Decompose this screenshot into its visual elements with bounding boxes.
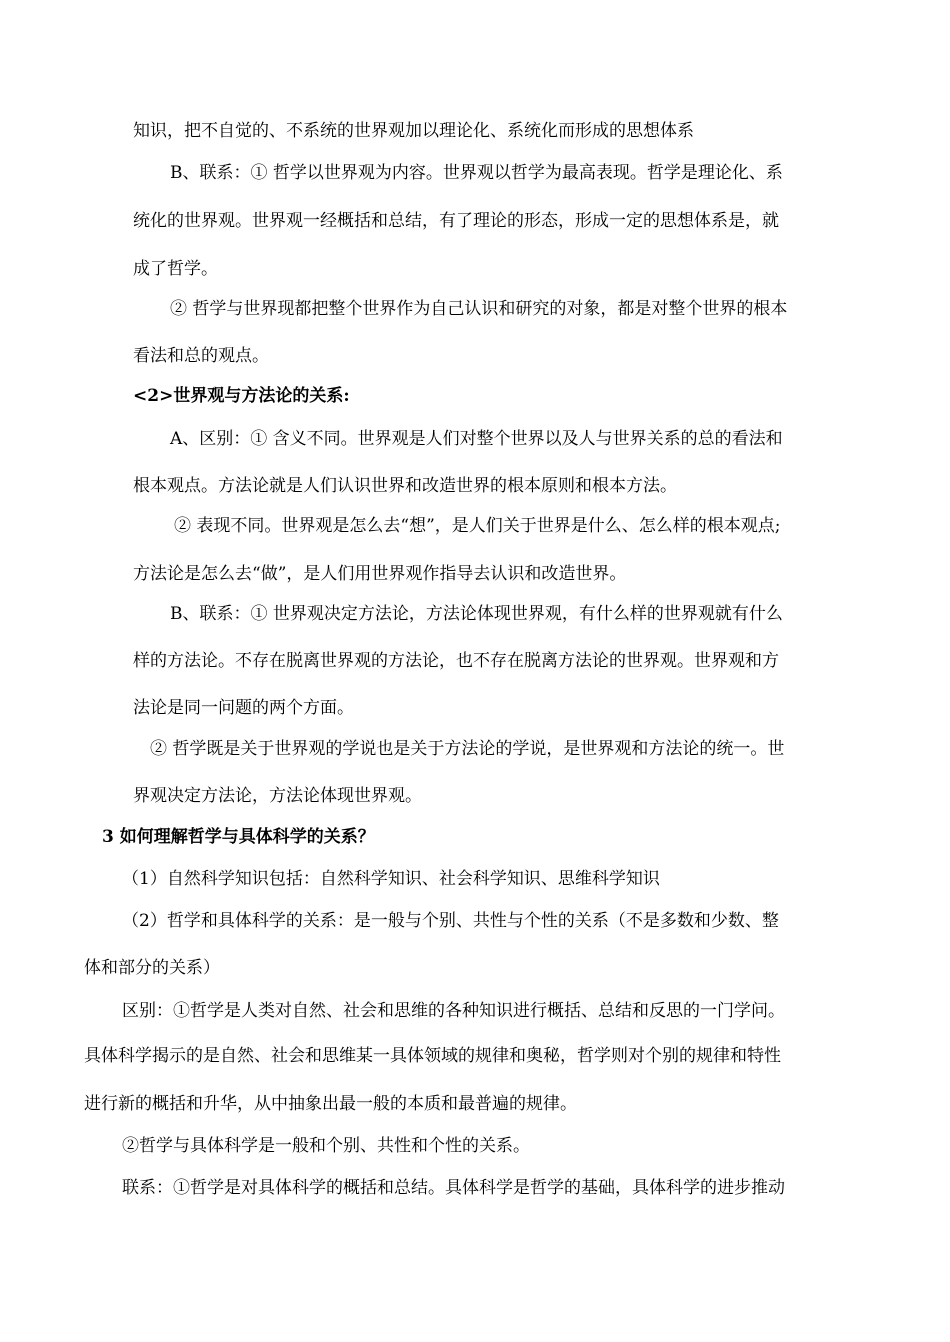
- text-line: （2）哲学和具体科学的关系：是一般与个别、共性与个性的关系（不是多数和少数、整: [122, 911, 779, 931]
- text-line: 看法和总的观点。: [133, 346, 269, 366]
- text-line: ② 哲学与世界现都把整个世界作为自己认识和研究的对象，都是对整个世界的根本: [170, 299, 788, 319]
- text-line: 成了哲学。: [133, 259, 218, 279]
- text-line: 样的方法论。不存在脱离世界观的方法论，也不存在脱离方法论的世界观。世界观和方: [133, 651, 779, 671]
- text-line: 区别：①哲学是人类对自然、社会和思维的各种知识进行概括、总结和反思的一门学问。: [122, 1001, 785, 1021]
- text-line: 体和部分的关系）: [84, 958, 220, 978]
- text-line: B、联系：① 哲学以世界观为内容。世界观以哲学为最高表现。哲学是理论化、系: [170, 163, 783, 183]
- text-line: 进行新的概括和升华，从中抽象出最一般的本质和最普遍的规律。: [84, 1094, 577, 1114]
- text-line: ② 哲学既是关于世界观的学说也是关于方法论的学说，是世界观和方法论的统一。世: [150, 739, 785, 759]
- text-line: ② 表现不同。世界观是怎么去“想”，是人们关于世界是什么、怎么样的根本观点;: [174, 516, 781, 536]
- text-line: 联系：①哲学是对具体科学的概括和总结。具体科学是哲学的基础，具体科学的进步推动: [122, 1178, 785, 1198]
- text-line: A、区别：① 含义不同。世界观是人们对整个世界以及人与世界关系的总的看法和: [170, 429, 783, 449]
- text-line: 统化的世界观。世界观一经概括和总结，有了理论的形态，形成一定的思想体系是，就: [133, 211, 779, 231]
- text-line: 根本观点。方法论就是人们认识世界和改造世界的根本原则和根本方法。: [133, 476, 677, 496]
- text-line: 界观决定方法论，方法论体现世界观。: [133, 786, 422, 806]
- question-heading: 3 如何理解哲学与具体科学的关系？: [102, 827, 375, 847]
- section-heading: <2>世界观与方法论的关系:: [133, 386, 350, 406]
- text-line: 具体科学揭示的是自然、社会和思维某一具体领域的规律和奥秘，哲学则对个别的规律和特性: [84, 1046, 781, 1066]
- text-line: B、联系：① 世界观决定方法论，方法论体现世界观，有什么样的世界观就有什么: [170, 604, 783, 624]
- text-line: 法论是同一问题的两个方面。: [133, 698, 354, 718]
- text-line: 知识，把不自觉的、不系统的世界观加以理论化、系统化而形成的思想体系: [133, 121, 694, 141]
- text-line: ②哲学与具体科学是一般和个别、共性和个性的关系。: [122, 1136, 530, 1156]
- text-line: （1）自然科学知识包括：自然科学知识、社会科学知识、思维科学知识: [122, 869, 660, 889]
- text-line: 方法论是怎么去“做”，是人们用世界观作指导去认识和改造世界。: [133, 564, 627, 584]
